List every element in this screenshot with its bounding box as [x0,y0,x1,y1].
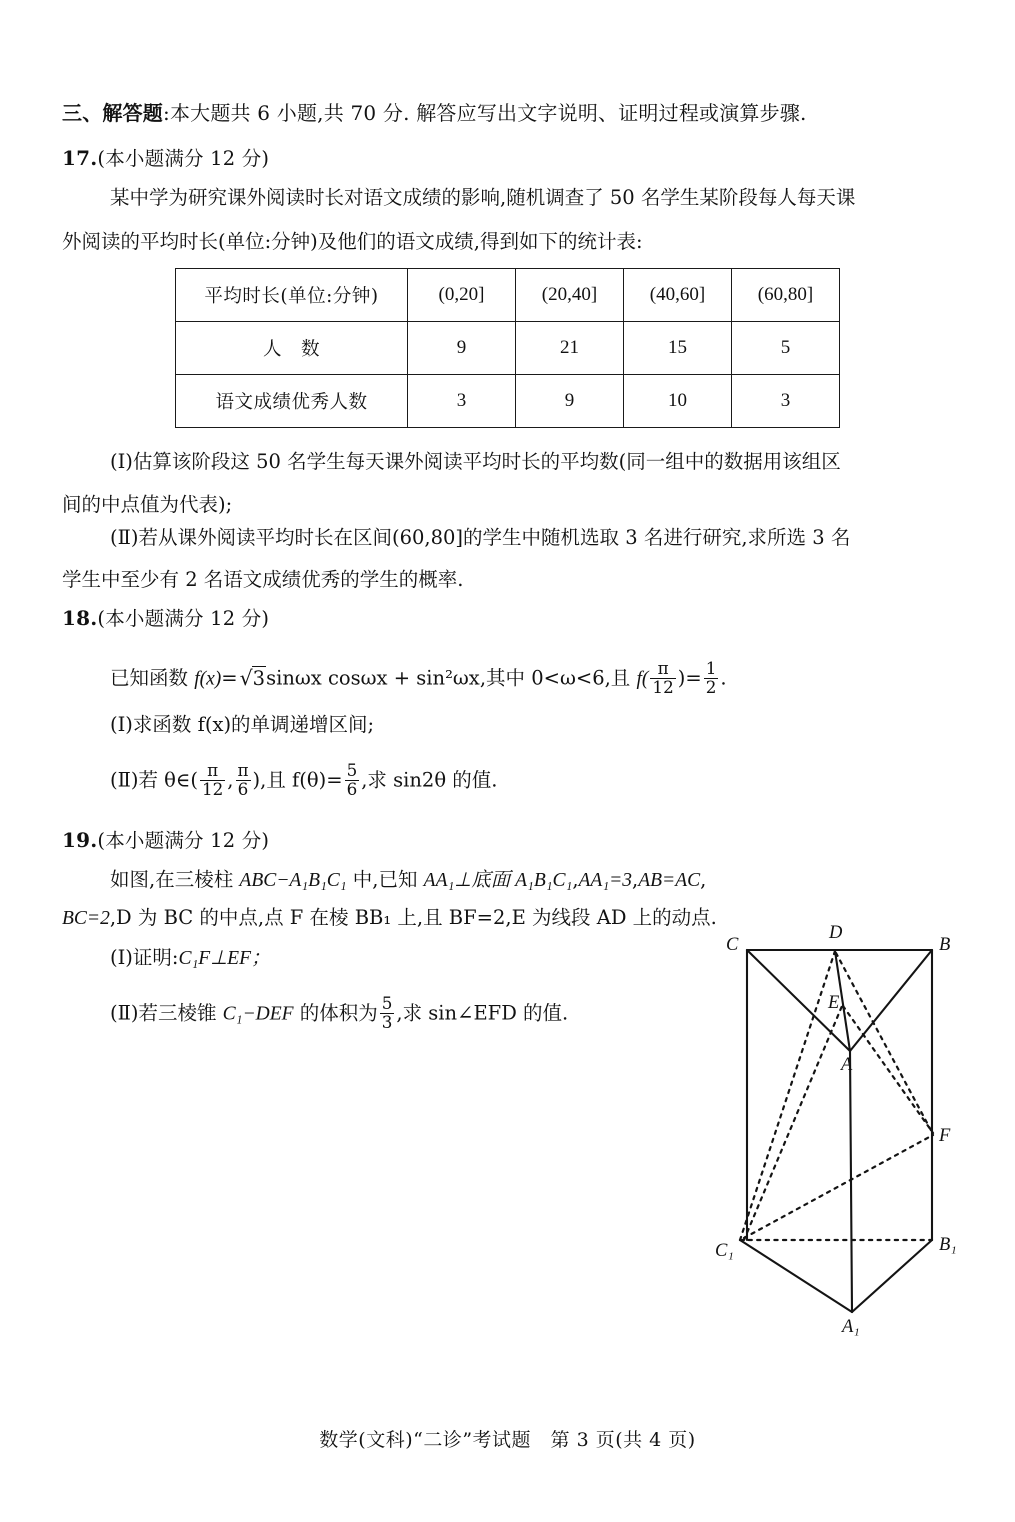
q18-eq: = [221,666,238,690]
table-count-1: 21 [516,322,624,375]
frac-pi-twelve-num: π [657,658,669,678]
question-17-part1-line2: 间的中点值为代表); [62,493,233,516]
label-A: A [841,1055,853,1075]
q19-part2-a: (Ⅱ)若三棱锥 [110,1001,223,1025]
table-interval-1: (20,40] [516,269,624,322]
q19-bc: BC=2 [62,908,110,929]
table-count-0: 9 [408,322,516,375]
q18-period: . [720,666,727,690]
edge-A-A1 [850,1051,852,1312]
question-17-part2-line1: (Ⅱ)若从课外阅读平均时长在区间(60,80]的学生中随机选取 3 名进行研究,求所选 3 名 [110,526,851,549]
table-interval-2: (40,60] [624,269,732,322]
table-interval-3: (60,80] [732,269,840,322]
table-excellent-0: 3 [408,375,516,428]
table-row-intervals [176,269,840,322]
vertex-labels [715,923,957,1337]
table-excellent-2: 10 [624,375,732,428]
q19-c4: , [505,906,512,929]
question-18-part2 [110,762,497,798]
question-19-points: (本小题满分 12 分) [97,829,270,852]
frac-volume-num: 5 [381,993,393,1013]
q19-dmid: D 为 BC 的中点 [116,906,258,929]
q19-comma3: , [700,868,707,891]
section-header-text: :本大题共 6 小题,共 70 分. 解答应写出文字说明、证明过程或演算步骤. [163,101,807,125]
q19-part2-c: ,求 sin∠EFD 的值. [396,1001,569,1025]
question-19-number: 19. [62,828,98,852]
q18-stem-prefix: 已知函数 [110,666,195,690]
table-excellent-1: 9 [516,375,624,428]
q19-stem-b: 中,已知 [346,868,424,891]
label-B1: B₁ [939,1235,957,1255]
q18-close-eq: )= [677,666,702,690]
frac-pi-twelve [650,660,675,696]
q19-c1: , [109,906,117,929]
question-17-stem-line2: 外阅读的平均时长(单位:分钟)及他们的语文成绩,得到如下的统计表: [62,230,643,253]
prism-diagram [700,920,1000,1340]
frac-volume [380,995,395,1031]
q18-expr: sinωx cosωx + sin²ωx [266,666,480,690]
q19-bf: 且 BF=2 [423,906,506,929]
question-17-stem-line1: 某中学为研究课外阅读时长对语文成绩的影响,随机调查了 50 名学生某阶段每人每天课 [110,186,856,209]
frac-pi-twelve-den: 12 [652,676,674,697]
q18-condition: ,其中 0<ω<6,且 [479,666,637,690]
table-header-label: 平均时长(单位:分钟) [176,269,408,322]
table-count-3: 5 [732,322,840,375]
question-18-stem [110,660,727,696]
table-row-label-excellent: 语文成绩优秀人数 [176,375,408,428]
q19-prove: C₁F⊥EF； [178,948,271,969]
frac-theta-low [200,762,225,798]
question-18-part1: (Ⅰ)求函数 f(x)的单调递增区间; [110,713,375,736]
section-header [62,103,807,123]
frac-ftheta-den: 6 [346,778,358,799]
frac-one-two-num: 1 [705,658,717,678]
frac-theta-low-den: 12 [201,778,224,799]
table-interval-0: (0,20] [408,269,516,322]
q19-part2-b: 的体积为 [293,1001,378,1025]
table-row-counts [176,322,840,375]
frac-theta-high-num: π [237,760,249,780]
question-19-heading [62,830,269,851]
q19-comma2: , [632,868,639,891]
q19-comma1: , [572,868,579,891]
edge-C1-A1 [740,1240,852,1312]
question-17-number: 17. [62,146,98,170]
label-E: E [828,993,840,1013]
question-19-stem-line1 [110,870,706,891]
table-row-label-counts: 人 数 [176,322,408,375]
label-D: D [829,923,843,943]
question-19-part1 [110,948,271,969]
table-excellent-3: 3 [732,375,840,428]
table-row-excellent [176,375,840,428]
label-A1: A₁ [842,1317,860,1337]
question-19-part2 [110,995,568,1031]
frac-ftheta [345,762,360,798]
question-19-stem-line2 [62,908,717,929]
question-17-heading [62,148,269,169]
edge-E-F [843,1006,933,1133]
question-17-points: (本小题满分 12 分) [97,147,270,170]
q18-fx: f(x) [194,668,222,690]
q19-eon: E 为线段 AD 上的动点. [511,906,717,929]
q19-c3: , [416,906,424,929]
prism-svg [700,920,1000,1340]
q19-c2: , [257,906,265,929]
frac-volume-den: 3 [381,1011,393,1032]
label-F: F [939,1126,951,1146]
frac-one-two-den: 2 [705,676,717,697]
q18-part2-c: ),且 f(θ)= [252,768,343,792]
q18-part2-b: , [227,768,234,792]
q19-fon: 点 F 在棱 BB₁ 上 [264,906,417,929]
frac-theta-high-den: 6 [236,780,251,799]
section-header-label: 三、解答题 [62,101,163,125]
q18-part2-d: ,求 sin2θ 的值. [361,768,498,792]
question-18-heading [62,608,269,629]
frac-ftheta-num: 5 [346,760,358,780]
label-C1: C₁ [715,1241,734,1261]
table-count-2: 15 [624,322,732,375]
q19-tetra: C₁−DEF [222,1003,294,1025]
q19-aa1: AA₁=3 [578,870,633,891]
label-B: B [939,935,951,955]
q19-abac: AB=AC [638,870,701,891]
question-18-points: (本小题满分 12 分) [97,607,270,630]
edge-C1-F [744,1135,933,1238]
label-C: C [726,935,739,955]
q19-perp: AA₁⊥底面 A₁B₁C₁ [423,870,573,891]
page-footer: 数学(文科)“二诊”考试题 第 3 页(共 4 页) [319,1429,696,1451]
q18-fpi-label: f( [636,668,649,690]
edge-B1-A1 [852,1240,932,1312]
question-17-part1-line1: (Ⅰ)估算该阶段这 50 名学生每天课外阅读平均时长的平均数(同一组中的数据用该组区 [110,450,841,473]
q19-part1-label: (Ⅰ)证明: [110,946,179,969]
q18-part2-a: (Ⅱ)若 θ∈( [110,768,198,792]
q19-prism: ABC−A₁B₁C₁ [239,870,347,891]
frac-theta-low-num: π [207,760,219,780]
statistics-table [175,268,840,428]
question-18-number: 18. [62,606,98,630]
frac-one-two [704,660,719,696]
question-17-part2-line2: 学生中至少有 2 名语文成绩优秀的学生的概率. [62,568,464,591]
q19-stem-a: 如图,在三棱柱 [110,868,240,891]
sqrt-three: √3 [239,665,266,690]
frac-theta-high [236,762,251,798]
edge-C1-E [744,1006,842,1240]
